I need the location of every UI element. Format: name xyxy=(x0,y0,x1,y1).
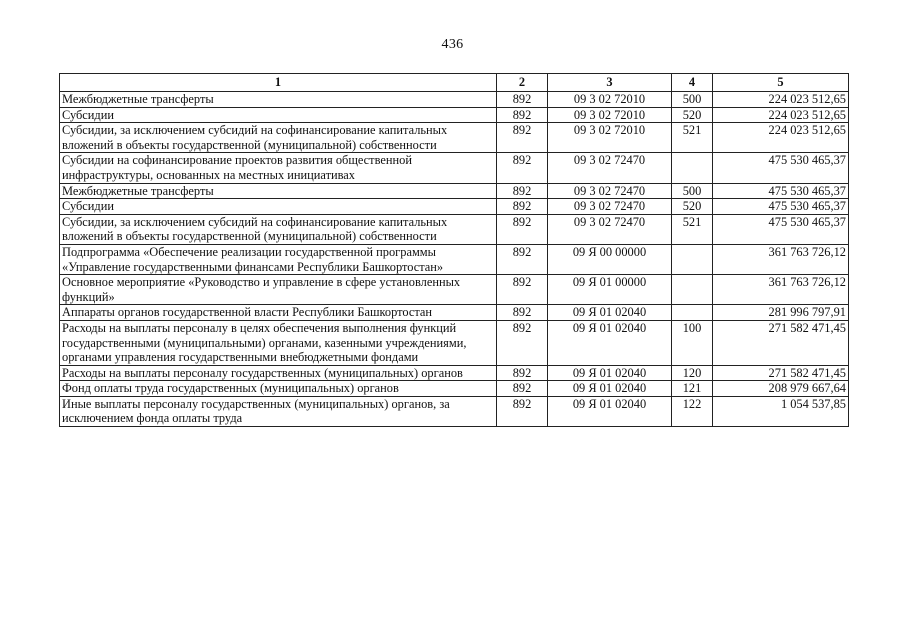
row-type: 521 xyxy=(672,123,713,153)
row-sum: 475 530 465,37 xyxy=(713,183,849,199)
row-type xyxy=(672,244,713,274)
row-code: 09 3 02 72470 xyxy=(548,199,672,215)
table-row xyxy=(60,365,849,381)
row-sum: 475 530 465,37 xyxy=(713,199,849,215)
table-row xyxy=(60,92,849,108)
row-name: Межбюджетные трансферты xyxy=(60,92,497,108)
table-row xyxy=(60,396,849,426)
row-name: Субсидии xyxy=(60,199,497,215)
row-name: Субсидии, за исключением субсидий на софинансирование капитальных вложений в объекты государственной (муниципальной) собственности xyxy=(60,123,497,153)
row-type: 520 xyxy=(672,199,713,215)
row-type: 500 xyxy=(672,92,713,108)
row-sum: 208 979 667,64 xyxy=(713,381,849,397)
row-sum: 1 054 537,85 xyxy=(713,396,849,426)
row-name: Подпрограмма «Обеспечение реализации государственной программы «Управление государственными финансами Республики Башкортостан» xyxy=(60,244,497,274)
header-row xyxy=(60,74,849,92)
row-type: 121 xyxy=(672,381,713,397)
row-col2: 892 xyxy=(497,381,548,397)
row-code: 09 Я 01 02040 xyxy=(548,305,672,321)
row-code: 09 3 02 72010 xyxy=(548,123,672,153)
row-name: Аппараты органов государственной власти Республики Башкортостан xyxy=(60,305,497,321)
row-type: 521 xyxy=(672,214,713,244)
row-name: Субсидии xyxy=(60,107,497,123)
row-col2: 892 xyxy=(497,396,548,426)
header-col-5: 5 xyxy=(713,74,849,92)
table-row xyxy=(60,275,849,305)
table-row xyxy=(60,107,849,123)
row-type: 122 xyxy=(672,396,713,426)
row-sum: 475 530 465,37 xyxy=(713,153,849,183)
row-col2: 892 xyxy=(497,107,548,123)
row-col2: 892 xyxy=(497,153,548,183)
table-row xyxy=(60,123,849,153)
row-col2: 892 xyxy=(497,244,548,274)
row-sum: 281 996 797,91 xyxy=(713,305,849,321)
row-col2: 892 xyxy=(497,320,548,365)
table-row xyxy=(60,214,849,244)
row-col2: 892 xyxy=(497,365,548,381)
row-sum: 224 023 512,65 xyxy=(713,107,849,123)
table-row xyxy=(60,183,849,199)
row-type: 120 xyxy=(672,365,713,381)
row-col2: 892 xyxy=(497,214,548,244)
row-sum: 271 582 471,45 xyxy=(713,320,849,365)
row-type: 520 xyxy=(672,107,713,123)
row-col2: 892 xyxy=(497,199,548,215)
header-col-2: 2 xyxy=(497,74,548,92)
row-code: 09 Я 01 02040 xyxy=(548,381,672,397)
row-code: 09 3 02 72470 xyxy=(548,214,672,244)
row-type xyxy=(672,305,713,321)
row-col2: 892 xyxy=(497,92,548,108)
table-row xyxy=(60,305,849,321)
row-code: 09 Я 01 02040 xyxy=(548,396,672,426)
row-sum: 224 023 512,65 xyxy=(713,92,849,108)
row-col2: 892 xyxy=(497,123,548,153)
row-name: Основное мероприятие «Руководство и управление в сфере установленных функций» xyxy=(60,275,497,305)
row-sum: 475 530 465,37 xyxy=(713,214,849,244)
header-col-1: 1 xyxy=(60,74,497,92)
row-code: 09 Я 00 00000 xyxy=(548,244,672,274)
budget-table xyxy=(59,73,849,427)
row-type: 100 xyxy=(672,320,713,365)
table-header xyxy=(60,74,849,92)
table-row xyxy=(60,381,849,397)
row-sum: 361 763 726,12 xyxy=(713,275,849,305)
row-name: Межбюджетные трансферты xyxy=(60,183,497,199)
row-sum: 224 023 512,65 xyxy=(713,123,849,153)
row-code: 09 Я 01 00000 xyxy=(548,275,672,305)
table-row xyxy=(60,153,849,183)
row-name: Иные выплаты персоналу государственных (муниципальных) органов, за исключением фонда оплаты труда xyxy=(60,396,497,426)
row-col2: 892 xyxy=(497,183,548,199)
table-row xyxy=(60,244,849,274)
row-type: 500 xyxy=(672,183,713,199)
row-name: Субсидии, за исключением субсидий на софинансирование капитальных вложений в объекты государственной (муниципальной) собственности xyxy=(60,214,497,244)
row-code: 09 Я 01 02040 xyxy=(548,320,672,365)
row-name: Расходы на выплаты персоналу в целях обеспечения выполнения функций государственными (муниципальными) органами, казенными учреждениями, органами управления государственными внебюджетными фондами xyxy=(60,320,497,365)
row-col2: 892 xyxy=(497,275,548,305)
row-sum: 271 582 471,45 xyxy=(713,365,849,381)
row-code: 09 3 02 72010 xyxy=(548,107,672,123)
header-col-4: 4 xyxy=(672,74,713,92)
row-code: 09 Я 01 02040 xyxy=(548,365,672,381)
header-col-3: 3 xyxy=(548,74,672,92)
row-name: Субсидии на софинансирование проектов развития общественной инфраструктуры, основанных на местных инициативах xyxy=(60,153,497,183)
table-row xyxy=(60,199,849,215)
row-name: Фонд оплаты труда государственных (муниципальных) органов xyxy=(60,381,497,397)
table-row xyxy=(60,320,849,365)
row-type xyxy=(672,275,713,305)
row-name: Расходы на выплаты персоналу государственных (муниципальных) органов xyxy=(60,365,497,381)
table-body xyxy=(60,92,849,427)
row-code: 09 3 02 72470 xyxy=(548,183,672,199)
row-type xyxy=(672,153,713,183)
row-col2: 892 xyxy=(497,305,548,321)
row-sum: 361 763 726,12 xyxy=(713,244,849,274)
row-code: 09 3 02 72010 xyxy=(548,92,672,108)
row-code: 09 3 02 72470 xyxy=(548,153,672,183)
page-number: 436 xyxy=(441,37,464,52)
